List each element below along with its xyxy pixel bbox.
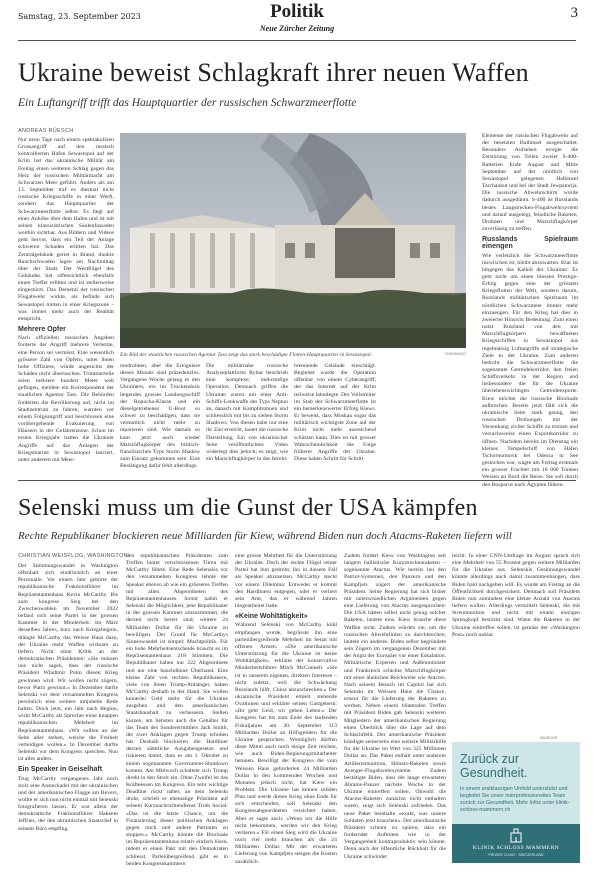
article1-col1b-text: Nach offiziellen russischen Angaben forderte der Angriff mehrere Verletzte, eine Person sei vermisst. Eine wesentlich grössere Zahl von Opfern, unter ihnen hohe Offiziere, würde angesichts der Schäden nicht überraschen. Trümmerteile seien mehrere hundert Meter weit geflogen, meldete ein Korrespondent der staatlichen Agentur Tass. Die Behörden forderten die Bevölkerung auf, nicht im Stadtzentrum zu fahren, warnten vor einem Folgeangriff und beschlossen eine vorübergehende Evakuierung von Häusern in der Gefahrenzone. Schon im ersten Kriegsjahr hatten die Ukrainer Angriffe auf das Anlagen der Kriegsmarine in Sewastopol lanciert, unter anderem mit Meer-	[18, 335, 114, 463]
article1-byline: ANDREAS RÜESCH	[18, 128, 74, 134]
article1-col5-text: Elemente der russischen Flugabwehr auf der besetzten Halbinsel ausgeschaltet. Besonders Aufsehen erregte die Zerstörung von Teilen zweier S-400-Batterien Ende August und Mitte September auf der nördlich von Sewastopol gelegenen Halbinsel Tarchankut und bei der Stadt Jewpatorija. Die russische Abwehrschirm wurde dadurch ausgedünnt. S-400 ist Russlands bestes Langstrecken-Flugabwehrsystem und darauf ausgelegt, feindliche Raketen, Drohnen und Marschflugkörper zuverlässig zu treffen.	[482, 133, 578, 233]
advertisement[interactable]	[452, 742, 580, 863]
article2-subhead-1: Ein Speaker in Geiselhaft	[18, 766, 103, 774]
article1-column-1	[18, 137, 114, 473]
article1-col1-text: Nur neun Tage nach einem spektakulären Grossangriff auf den russisch kontrollierten Hafen Sewastopol auf der Krim hat das ukrainische Militär am Freitag einen weiteren Schlag gegen das Herz der russischen Militärmacht am Schwarzen Meer geführt. Anders als am 13. September traf es diesmal nicht russische Kriegsschiffe in einer Werft, sondern das Hauptquartier der Schwarzmeerflotte selbst. Es liegt auf einer Anhöhe über dem Hafen und ist mit seinen klassizistischen Säulenfassaden weithin sichtbar. Aus Bildern und Videos geht hervor, dass ein Teil der Anlage schweren Schaden erlitten hat. Das Zentralgebäude geriet in Brand, dunkle Rauchschwaden lagen am Nachmittag über der Stadt. Der Westflügel des Gebäudes hat offensichtlich ebenfalls einen Treffer erlitten und ist stellenweise eingestürzt. Das Dementi der russischen Flugabwehr wirkte, als befinde sich Sewastopol mitten in einer Kriegszone – was immer mehr auch der Realität entspricht.	[18, 137, 114, 322]
header-rule	[18, 40, 576, 41]
page-number: 3	[570, 5, 578, 21]
article1-headline: Ukraine beweist Schlagkraft ihrer neuen Waffen	[18, 58, 529, 87]
article1-col5b-text: Wie verletzlich die Schwarzmeerflotte inzwischen ist, bleibt abzuwarten. Klar ist hingegen das Kalkül der Ukrainer: Es geht nicht um einen blossen Prestige-Erfolg gegen eine der grössten Kriegsflotten der Welt, sondern darum, Russlands militärischen Spielraum im nördlichen Schwarzmeer immer mehr einzuengen. Für den Krieg hat dies in zweierlei Hinsicht Bedeutung. Zum einen nutzt Russland von den mit Marschflugkörpern bewaffneten Kriegsschiffen in Sewastopol aus regelmässig Luftangriffe auf strategische Ziele in der Ukraine. Zum anderen bedroht die Schwarzmeerflotte die sogenannte Getreidekorridor, den freien Schiffsverkehr in der Region und insbesondere die für die Ukraine überlebenswichtigen Getreideexporte. Kiew möchte die russische Blockade aufbrechen. Bereits jetzt fällt sich die ukrainische Seite stark genug, den russischen Drohungen mit der Versenkung ziviler Schiffe zu trotzen und versuchsweise einen Exportkorridor zu öffnen. Nachdem bereits im Dienstag ein kleines Tempelschiff von Häfen Tschornomorsk bei Odessa in See gestochen war, wagte am Freitag erstmals ein grosser Frachter mit 18 000 Tonnen Weizen an Bord die Reise. Sie soll durch den Bosporus nach Ägypten führen.	[482, 252, 578, 488]
article1-deck: Ein Luftangriff trifft das Hauptquartier der russischen Schwarzmeerflotte	[18, 97, 357, 109]
castle-icon	[508, 827, 524, 843]
photo-credit: TASS/IMAGO	[444, 352, 466, 356]
article2-column-5	[452, 553, 580, 733]
article2-col1-text: Der Stimmungswandel in Washington offenbart sich eindrücklich an einer Personalie. Vor einem Jahr gehörte der republikanische Fraktionsführer im Repräsentantenhaus Kevin McCarthy. Bis zum kongress Sieg bei den Zwischenwahlen im November 2022 befand sich seine Partei in der grossen Kammer in der Minderheit. Im März desselben Jahres, kurz nach Kriegsbeginn, drängte McCarthy das Weisse Haus dazu, der Ukraine mehr Waffen wirksam zu liefern. Nicht ohne Kritik an der demokratischen Präsidenten: «Sie müssen uns nicht sagen, dass der russische Präsident Wladimir Putin diesen Krieg gewinnen wird. Wir wollen nicht zögern, bevor Putin gewinnt.» In Dezember darfte Selenski vor dem versammelten Kongress persönlich eine weitere umjubelte Rede halten. Doch jetzt, ein Jahr nach Beginn, wirkt McCarthy als Sprecher einer knappen republikanischen Mehrheit im Repräsentantenhaus. «Wir sollten an der Seite aller stehen, welche die Freiheit verteidigen wollen.» In Dezember durfte Selenski vor dem Kongress sprechen. Nun ist alles anders.	[18, 563, 118, 763]
article1-column-4	[294, 363, 376, 475]
article2-column-3	[235, 553, 337, 868]
article2-column-1	[18, 563, 118, 868]
article1-subhead-2: Russlands Spielraum einengen	[482, 236, 578, 251]
article1-column-2	[120, 363, 200, 475]
article1-subhead-1: Mehrere Opfer	[18, 326, 66, 334]
article2-col1b-text: Trug McCarthy vergangenes Jahr noch stolz eine Ansteckadel mit der ukrainischen und der amerikanischen Flagge am Revers, wollte er sich nun nicht einmal mit Selenski fotografieren lassen. Er war allein der demokratische Fraktionsführer Hakeem Jeffries, der den ukrainischen Staatschef in seinem Büro empfing.	[18, 775, 118, 832]
article2-deck: Rechte Republikaner blockieren neue Milliarden für Kiew, während Biden nun doch Atacms-Raketen liefern will	[18, 530, 512, 542]
article1-column-5	[482, 133, 578, 488]
ad-body: In einem erstklassigen Umfeld unterstützt und begleitet Sie unser interprofessionelles Team zurück zur Gesundheit. Mehr Infos unter klinik-schloss-mammern.ch	[460, 786, 570, 813]
issue-date: Samstag, 23. September 2023	[18, 12, 141, 21]
article1-col4-text: brennende Gebäude einschlägt. Begleitet wurde die Operation offenbar von einem Cyberangriff, der das Internet auf der Krim teilweise lahmlegte. Der Vollstreiter im Stab der Schwarzmeerflotte ist ein bemerkenswerter Erfolg Kiews. Er beweist, dass Moskau sogar das militärisch wichtigste Zone auf der Krim nicht mehr ausreichend schützen kann. Dies ist mit grosser Wahrscheinlichkeit die Folge früherer Angriffe der Ukraine. Diese haben Schritt für Schritt	[294, 363, 376, 463]
article1-col3-text: Die militärnahe russische Analyseplattform Rybar beschrieb eine komplexe, mehrstufige Operation. Demnach griffen die Ukrainer zuerst mit einer Anti-Schiffs-Lenkwaffe des Typs Neptun an, danach mit Kampfdrohnen und schliesslich mit bis zu sieben Storm Shadows. Von diesen habe nur eine ihr Ziel erreicht, lautet die russische Darstellung. Ein von ukrainischer Seite veröffentlichtes Video widerlegt dies jedoch; es zeigt, wie ein Marschflugkörper in das bereits	[206, 363, 288, 463]
article2-headline: Selenski muss um die Gunst der USA kämpfen	[18, 495, 478, 521]
section-title: Politik	[270, 1, 324, 22]
article1-col2-text: rendrohnen, aber die Ereignisse dieses Monats sind präzedenzlos. Vergangene Woche gelang es den Ukrainern, ein im Trockendock liegendes grosses Landungsschiff der Ropucha-Klasse und ein dieselgetriebenes U-Boot so schwer zu beschädigen, dass sie vermutlich nicht mehr zu reparieren sind. Wie damals so kam jetzt auch wieder Marschflugkörper des britisch-französischen Typs Storm Shadow zum Einsatz gekommen sein. Eine Bestätigung dafür fehlt allerdings.	[120, 363, 200, 470]
ad-headline: Zurück zur Gesundheit.	[460, 752, 528, 780]
article-separator	[18, 480, 576, 481]
photo-caption: Ein Bild der staatlichen russischen Agentur Tass zeigt das stark beschädigte Flotten-Hauptquartier in Sewastopol.	[120, 352, 373, 358]
article1-column-3	[206, 363, 288, 475]
paper-name: Neue Zürcher Zeitung	[259, 24, 335, 33]
article2-col5-text: leicht: In einer CNN-Umfrage im August sprach sich eine Mehrheit von 55 Prozent gegen weitere Milliarden für die Ukraine aus. Selenskis Gesinnungswandel könnte allerdings auch damit zusammenhängen, dass Biden bald nachgeben will. Es wurde am Freitag an die Öffentlichkeit durchgesickert. Demnach soll Präsident Biden nun zumindest eine kleine Anzahl von Atacms liefern wollen. Allerdings vermittelt Selenski, die mit Streumunition und nicht mit einem einzigen Sprengkopf bestückt sind. Wann die Raketen in der Ukraine eintreffen sollen, ist gemäss der «Washington Post» noch unklar.	[452, 553, 580, 638]
ad-brand-sub: PRIVATE CLINIC · SWITZERLAND	[488, 853, 544, 857]
article2-subhead-2: «Keine Wohltätigkeit»	[235, 613, 308, 621]
article2-col3b-text: Während Selenski von McCarthy kühl empfangen wurde, begrüsste ihn eine parteiübergreifende Mehrheit im Senat mit offenen Armen. «Die amerikanische Unterstützung für die Ukraine ist keine Wohltätigkeit», erklärte der konservative Minderheitsführer Mitch McConnell. «Sie ist in unserem eigenen, direkten Interesse – nicht zuletzt, weil die Schwächung Russlands hilft, China abzuschrecken.» Der ukrainische Präsident erhielt stehende Ovationen und erklärte seinen Gastgebern: «Ihr gebt Geld, wir geben Leben.» Der Kongress hat bis zum Ende des laufenden Fiskaljahres am 30. September 113 Milliarden Dollar an Hilfsgeldern für die Ukraine gesprochen. Womöglich dürften diese Mittel auch noch einige Zeit reichen, wie auch Biden-Regierungsmitarbeiter betonen. Bewilligt der Kongress die vom Weissen Haus geforderten 24 Milliarden Dollar in den kommenden Wochen und Monaten jedoch nicht, hat Kiew ein Problem. Die Ukraine hat keinen soliden Plan und werde dieses Krieg ohne Ende für sich entscheiden, soll Selenski den Kongressabgeordneten versichert haben. Aber er sagte auch: «Wenn wir die Hilfe nicht bekommen, werden wir den Krieg verlieren.» Für einen Sieg wird die Ukraine noch viel mehr brauchen als die 24 Milliarden Dollar. Mit der erwarteten Lieferung von Kampfjets steigen die Kosten zusätzlich.	[235, 622, 337, 865]
ad-brand-bar	[452, 824, 580, 863]
article2-col4-text: Zudem fordert Kiew von Washington seit langem ballistische Kurzstreckenraketen – sogenannte Atacms. Wie bereits bei den Patriot-Systemen, den Panzern und den Kampfjets zögert der amerikanische Präsident. Seine Regierung hat sich bisher mit unterschiedlichen Argumenten gegen eine Lieferung von Atacms ausgesprochen: Die USA hätten selbst nicht genug solcher Raketen, lautete eins. Kiew brauche diese Waffen nicht. Zudem würden sie, um die russischen Abwehrlinien zu durchbrechen, lautete ein anderes. Biden selbst begründete sein Zögern im vergangenen Dezember mit der Angst der Europäer vor einer Eskalation. Militärische Experten und Außenminister und Frankreich schickte Marschflugkörper mit einer ähnlichen Reichweite wie Atacms. Nach seinem Besuch im Capitol hat sich Selenski im Weissen Haus die Chance, erneut für die Lieferung der Raketen zu werben. Neben einem bilateralen Treffen mit Präsident Biden gab Selenski weiteren Mitgliedern der amerikanischen Regierung einen Überblick über die Lage auf dem Schlachtfeld. Der amerikanische Präsident kündigte seinerseits eine weitere Militärhilfe für die Ukraine im Wert von 325 Millionen Dollar an. Das Paket enthält unter anderem Artilleriemunition, Himars-Raketen sowie Avenger-Flugabwehrsysteme. Zudem bestätigte Biden, dass die lange erwarteten Abrams-Panzer nächste Woche in der Ukraine eintreffen sollen. Obwohl die Atacms-Raketen zunächst nicht enthalten waren, zeigt sich Selenski zufrieden. Das neue Paket beinhalte «exakt, was unsere Soldaten jetzt brauchen». Der amerikanische Präsident scheint zu spüren, dass ein fordernder Auftreten wie in der Vergangenheit kontraproduktiv sein könnte. Denn auch der öffentliche Rückhalt für die Ukraine schwindet	[344, 553, 446, 860]
ad-brand: KLINIK SCHLOSS MAMMERN	[472, 845, 560, 851]
article2-column-4	[344, 553, 446, 868]
article2-byline: CHRISTIAN WEISFLOG, WASHINGTON	[18, 553, 128, 559]
article2-col3-text: eine grosse Mehrheit für die Unterstützung der Ukraine. Doch der rechte Flügel seiner Partei hat ihm gedroht, ihn in diesem Fall als Speaker abzusetzen. McCarthy steckt vor einem Dilemma: Entweder er kommt den Hardlinern entgegen, oder er verliert sein Amt, das er während Jahren hingearbeitet hatte.	[235, 553, 337, 610]
article2-col2-text: den republikanischen Präsidenten zum Treffen hinter verschlossenen Türen mit McCarthy führte. Eine Rede Selenskis vor den versammelten Kongress lehnte der Speaker ebenso ab wie ein grösseres Treffen mit allen Abgeordneten des Repräsentantenhauses. Somit nahm er Selenski die Möglichkeit, jene Republikaner in der grossen Kammer umzustimmen, die derzeit nicht bereit sind, weitere 24 Milliarden Dollar für die Ukraine zu bewilligen. Der Grund für McCarthys Sinneswandel ist simpel: Machtpolitik. Für ein hohe Mehrheitsentscheide braucht es im Repräsentantenhaus 218 Stimmen. Die Republikaner haben nur 222 Abgeordnete und nur eine hauchdünne Überhand. Eine kleine Zahl von rechten Republikanern, viele von ihnen Trump-Anhänger, haben McCarthy deshalb in der Hand. Sie wollen keinerlei Geld mehr für die Ukraine ausgeben und den amerikanischen Staatshaushalt zu verbessern. Stellen kürzen, am liebsten auch die Gehälter für das Team des Sonderermittlers Jack Smith, der zwei Anklagen gegen Trump erhoben hat. Deshalb blockieren die Hardliner derzeit sämtliche Ausgabengesetze und riskieren damit, dass es am 1. Oktober zu einem sogenannten Government-Shutdown kommt. Am Mittwoch schaltete sich Trump direkt in den Streit ein. Ohne Zweifel ist das Kräfteessen im Kongress. Ein sehr wichtige Deadline rückt näher, an dem Selenski droht, schrieb er ehemalige Präsident auf seinem Kurznachrichtendienst Truth Social: «Das ist die letzte Chance, um die Finanzierung dieser politischen Anklagen gegen mich und andere Patrioten zu stoppen.» McCarthy könnte die Blockade im Repräsentantenhaus relativ einfach lösen, indem er einen Pakt mit den Demokraten schliesst. Parteiübergreifend gibt es in beiden Kongresskammern	[126, 553, 228, 867]
article2-column-2	[126, 553, 228, 868]
article1-photo	[120, 133, 466, 348]
ad-label: ANZEIGE	[540, 735, 558, 740]
